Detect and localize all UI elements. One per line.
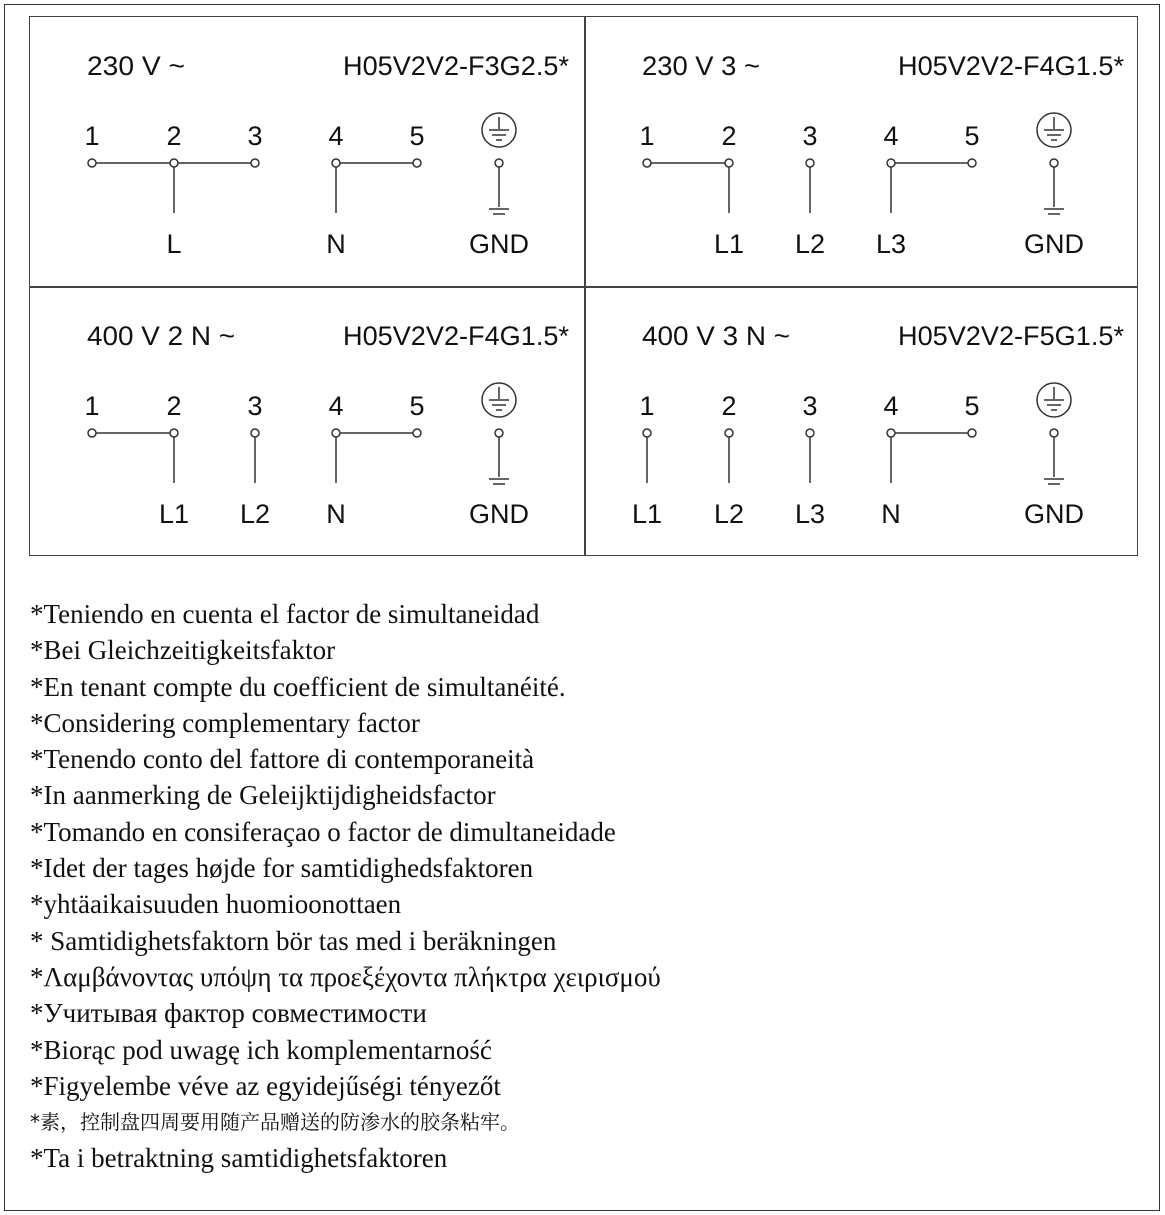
terminal-node: [88, 159, 96, 167]
voltage-label: 400 V 2 N ~: [87, 321, 235, 351]
terminal-number: 1: [639, 391, 655, 421]
terminal-number: 2: [166, 391, 182, 421]
wiring-schematic: [30, 287, 584, 555]
terminal-node: [413, 159, 421, 167]
terminal-node: [725, 159, 733, 167]
footnote-line: * Samtidighetsfaktorn bör tas med i beräkningen: [30, 925, 557, 956]
footnote-line: *Idet der tages højde for samtidighedsfaktoren: [30, 853, 534, 884]
ground-label: GND: [469, 499, 529, 529]
terminal-node: [251, 159, 259, 167]
conductor-label: L1: [713, 229, 745, 259]
cable-spec-label: H05V2V2-F4G1.5*: [898, 51, 1125, 81]
terminal-node: [887, 159, 895, 167]
cable-spec-label: H05V2V2-F3G2.5*: [343, 51, 570, 81]
terminal-node: [643, 429, 651, 437]
terminal-number: 5: [409, 391, 425, 421]
terminal-node: [332, 429, 340, 437]
cable-spec-label: H05V2V2-F4G1.5*: [343, 321, 570, 351]
conductor-label: L2: [713, 499, 745, 529]
wiring-panel: [585, 287, 1139, 555]
footnote-line: *Figyelembe véve az egyidejűségi tényezőt: [30, 1070, 501, 1101]
conductor-label: L3: [794, 499, 826, 529]
terminal-number: 3: [247, 391, 263, 421]
terminal-node: [332, 159, 340, 167]
footnote-line: *Biorąc pod uwagę ich komplementarność: [30, 1034, 492, 1065]
terminal-node: [88, 429, 96, 437]
wiring-panel: [30, 287, 584, 555]
conductor-label: L1: [158, 499, 190, 529]
terminal-node: [968, 429, 976, 437]
conductor-label: N: [881, 499, 901, 529]
terminal-number: 4: [883, 391, 899, 421]
footnote-line: *yhtäaikaisuuden huomioonottaen: [30, 889, 402, 920]
terminal-number: 5: [964, 391, 980, 421]
wiring-schematic: [585, 17, 1139, 285]
footnote-line: *Tenendo conto del fattore di contemporaneità: [30, 744, 535, 775]
terminal-number: 2: [166, 121, 182, 151]
wiring-panel: [585, 17, 1139, 285]
conductor-label: N: [326, 499, 346, 529]
terminal-node: [170, 159, 178, 167]
terminal-node: [643, 159, 651, 167]
terminal-number: 3: [802, 391, 818, 421]
terminal-node: [1050, 429, 1058, 437]
voltage-label: 230 V 3 ~: [642, 51, 760, 81]
footnote-line: *Учитывая фактор совместимости: [30, 998, 427, 1029]
terminal-node: [806, 159, 814, 167]
terminal-number: 5: [409, 121, 425, 151]
conductor-label: L: [166, 229, 182, 259]
footnote-line: *Teniendo en cuenta el factor de simultaneidad: [30, 599, 540, 629]
ground-label: GND: [469, 229, 529, 259]
terminal-node: [806, 429, 814, 437]
terminal-node: [1050, 159, 1058, 167]
footnote-line: *Λαμβάνοντας υπόψη τα προεξέχοντα πλήκτρα χειρισμού: [30, 961, 661, 992]
ground-label: GND: [1024, 229, 1084, 259]
terminal-node: [413, 429, 421, 437]
footnote-line: *Ta i betraktning samtidighetsfaktoren: [30, 1143, 448, 1174]
terminal-node: [968, 159, 976, 167]
terminal-number: 5: [964, 121, 980, 151]
wiring-schematic: [585, 287, 1139, 555]
footnote-line: *Bei Gleichzeitigkeitsfaktor: [30, 635, 336, 666]
wiring-panel: [30, 17, 584, 285]
wiring-schematic: [30, 17, 584, 285]
ground-label: GND: [1024, 499, 1084, 529]
earth-ground-icon: [1037, 113, 1071, 147]
footnote-line: *Considering complementary factor: [30, 707, 420, 738]
terminal-number: 4: [328, 121, 344, 151]
earth-ground-icon: [1037, 383, 1071, 417]
terminal-node: [495, 159, 503, 167]
cable-spec-label: H05V2V2-F5G1.5*: [898, 321, 1125, 351]
conductor-label: L3: [875, 229, 907, 259]
earth-ground-icon: [482, 383, 516, 417]
terminal-number: 3: [247, 121, 263, 151]
terminal-number: 2: [721, 391, 737, 421]
terminal-number: 3: [802, 121, 818, 151]
terminal-node: [170, 429, 178, 437]
earth-ground-icon: [482, 113, 516, 147]
terminal-node: [251, 429, 259, 437]
terminal-node: [725, 429, 733, 437]
conductor-label: L2: [794, 229, 826, 259]
voltage-label: 400 V 3 N ~: [642, 321, 790, 351]
footnote-line: *En tenant compte du coefficient de simultanéité.: [30, 671, 566, 702]
footnote-line: *In aanmerking de Geleijktijdigheidsfactor: [30, 780, 496, 811]
conductor-label: N: [326, 229, 346, 259]
footnote-line: *Tomando en consiferaçao o factor de dimultaneidade: [30, 816, 616, 847]
conductor-label: L1: [631, 499, 663, 529]
voltage-label: 230 V ~: [87, 51, 185, 81]
terminal-number: 4: [883, 121, 899, 151]
terminal-node: [495, 429, 503, 437]
conductor-label: L2: [239, 499, 271, 529]
terminal-number: 1: [84, 121, 100, 151]
footnote-line: *素，控制盘四周要用随产品赠送的防渗水的胶条粘牢。: [30, 1110, 520, 1135]
footnotes: [30, 596, 1130, 1177]
terminal-node: [887, 429, 895, 437]
terminal-number: 4: [328, 391, 344, 421]
terminal-number: 1: [84, 391, 100, 421]
terminal-number: 1: [639, 121, 655, 151]
terminal-number: 2: [721, 121, 737, 151]
